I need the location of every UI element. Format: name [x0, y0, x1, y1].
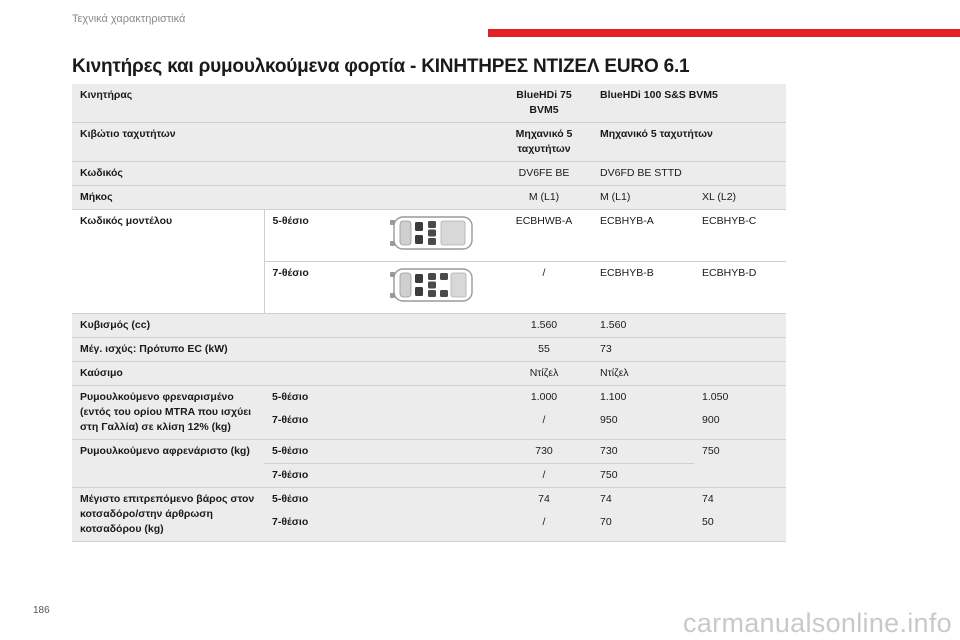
- van-7-seat-layout-icon: [388, 266, 478, 304]
- unbraked5-a: 730: [496, 440, 592, 464]
- unbraked-label: Ρυμουλκούμενο αφρενάριστο (kg): [72, 440, 264, 488]
- table-row: [72, 210, 786, 262]
- hitch7-b: 70: [592, 511, 694, 542]
- table-row: [72, 84, 786, 123]
- engine-a: BlueHDi 75 BVM5: [496, 84, 592, 123]
- model5-b: ECBHYB-A: [592, 210, 694, 262]
- braked-label: Ρυμουλκούμενο φρεναρισμένο (εντός του ορίου MTRA που ισχύει στη Γαλλία) σε κλίση 12% (kg): [72, 386, 264, 440]
- braked5-b: 1.100: [592, 386, 694, 410]
- table-row: [72, 362, 786, 386]
- length-b: M (L1): [592, 186, 694, 210]
- hitch-label: Μέγιστο επιτρεπόμενο βάρος στον κοτσαδόρο/στην άρθρωση κοτσαδόρου (kg): [72, 488, 264, 542]
- gearbox-label: Κιβώτιο ταχυτήτων: [72, 123, 496, 162]
- table-row: [72, 186, 786, 210]
- model7-b: ECBHYB-B: [592, 262, 694, 314]
- braked7-c: 900: [694, 409, 786, 440]
- unbraked-c: 750: [694, 440, 786, 488]
- seats-7-label: 7-θέσιο: [264, 262, 369, 314]
- cc-a: 1.560: [496, 314, 592, 338]
- length-a: M (L1): [496, 186, 592, 210]
- table-row: [72, 123, 786, 162]
- hitch5-c: 74: [694, 488, 786, 512]
- van-7-seat-cell: [369, 262, 496, 314]
- braked5-c: 1.050: [694, 386, 786, 410]
- unbraked-seats-5: 5-θέσιο: [264, 440, 496, 464]
- length-c: XL (L2): [694, 186, 786, 210]
- hitch5-a: 74: [496, 488, 592, 512]
- code-b: DV6FD BE STTD: [592, 162, 786, 186]
- power-b: 73: [592, 338, 786, 362]
- power-a: 55: [496, 338, 592, 362]
- hitch-seats-7: 7-θέσιο: [264, 511, 496, 542]
- hitch5-b: 74: [592, 488, 694, 512]
- seats-5-label: 5-θέσιο: [264, 210, 369, 262]
- unbraked5-b: 730: [592, 440, 694, 464]
- model7-c: ECBHYB-D: [694, 262, 786, 314]
- unbraked7-b: 750: [592, 464, 694, 488]
- gearbox-a: Μηχανικό 5 ταχυτήτων: [496, 123, 592, 162]
- model7-a: /: [496, 262, 592, 314]
- accent-bar: [488, 29, 960, 37]
- braked-seats-5: 5-θέσιο: [264, 386, 496, 410]
- table-row: [72, 386, 786, 410]
- section-label: Τεχνικά χαρακτηριστικά: [72, 13, 186, 25]
- page-number: 186: [33, 605, 50, 616]
- model5-a: ECBHWB-A: [496, 210, 592, 262]
- page-title: Κινητήρες και ρυμουλκούμενα φορτία - ΚΙΝΗΤΗΡΕΣ ΝΤΙΖΕΛ EURO 6.1: [72, 56, 690, 77]
- table-row: [72, 314, 786, 338]
- hitch7-c: 50: [694, 511, 786, 542]
- braked7-b: 950: [592, 409, 694, 440]
- power-label: Μέγ. ισχύς: Πρότυπο EC (kW): [72, 338, 496, 362]
- code-label: Κωδικός: [72, 162, 496, 186]
- braked-seats-7: 7-θέσιο: [264, 409, 496, 440]
- cc-b: 1.560: [592, 314, 786, 338]
- model-code-label: Κωδικός μοντέλου: [72, 210, 264, 314]
- engine-label: Κινητήρας: [72, 84, 496, 123]
- table-row: [72, 488, 786, 512]
- watermark: carmanualsonline.info: [683, 608, 952, 638]
- van-5-seat-layout-icon: [388, 214, 478, 252]
- table-row: [72, 162, 786, 186]
- table-row: [72, 440, 786, 464]
- braked7-a: /: [496, 409, 592, 440]
- length-label: Μήκος: [72, 186, 496, 210]
- engine-b: BlueHDi 100 S&S BVM5: [592, 84, 786, 123]
- fuel-a: Ντίζελ: [496, 362, 592, 386]
- code-a: DV6FE BE: [496, 162, 592, 186]
- fuel-label: Καύσιμο: [72, 362, 496, 386]
- fuel-b: Ντίζελ: [592, 362, 786, 386]
- hitch7-a: /: [496, 511, 592, 542]
- table-row: [72, 338, 786, 362]
- hitch-seats-5: 5-θέσιο: [264, 488, 496, 512]
- engine-spec-table: [72, 84, 786, 542]
- cc-label: Κυβισμός (cc): [72, 314, 496, 338]
- unbraked-seats-7: 7-θέσιο: [264, 464, 496, 488]
- model5-c: ECBHYB-C: [694, 210, 786, 262]
- van-5-seat-cell: [369, 210, 496, 262]
- gearbox-b: Μηχανικό 5 ταχυτήτων: [592, 123, 786, 162]
- braked5-a: 1.000: [496, 386, 592, 410]
- unbraked7-a: /: [496, 464, 592, 488]
